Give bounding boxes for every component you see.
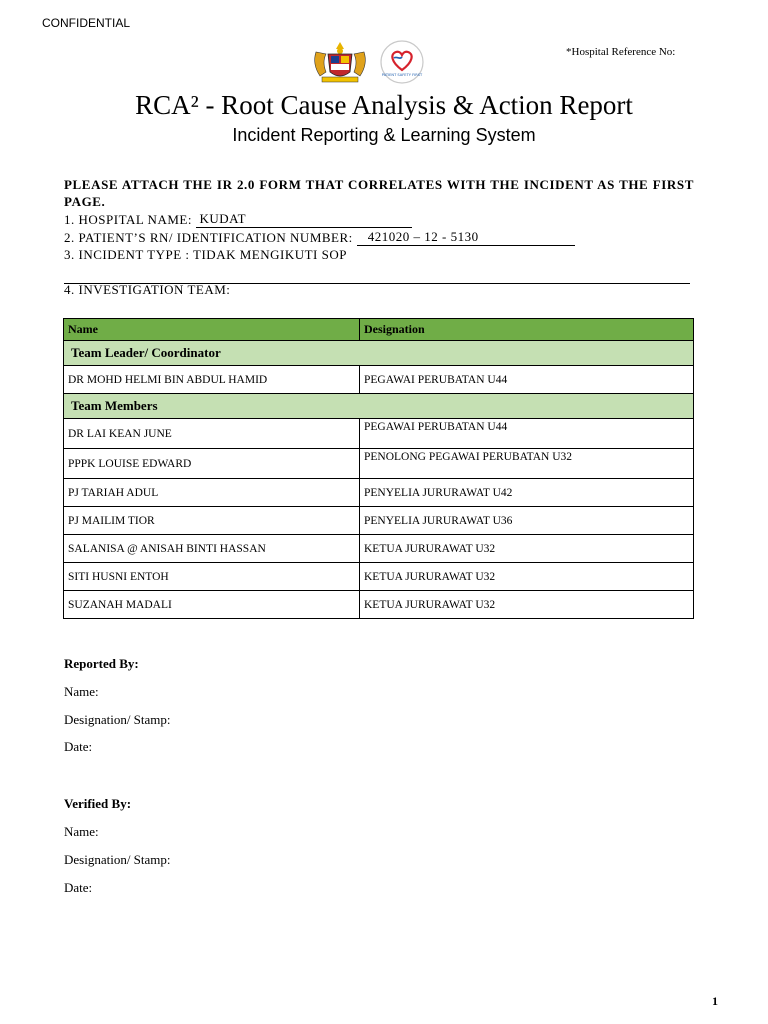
member-name-cell[interactable]: PPPK LOUISE EDWARD xyxy=(64,449,360,479)
table-row xyxy=(64,419,694,449)
hospital-name-value: KUDAT xyxy=(199,211,247,226)
hospital-reference-label: *Hospital Reference No: xyxy=(566,46,676,58)
member-designation-cell[interactable]: KETUA JURURAWAT U32 xyxy=(360,535,694,563)
member-name-cell[interactable]: SUZANAH MADALI xyxy=(64,591,360,619)
investigation-team-table xyxy=(63,318,694,619)
patient-rn-value: 421020 – 12 - 5130 xyxy=(367,229,479,244)
leader-designation-cell[interactable]: PEGAWAI PERUBATAN U44 xyxy=(360,366,694,394)
page-title: RCA² - Root Cause Analysis & Action Report xyxy=(135,90,633,120)
hospital-name-label: 1. HOSPITAL NAME: xyxy=(64,212,192,227)
member-designation-cell[interactable]: KETUA JURURAWAT U32 xyxy=(360,563,694,591)
member-name-cell[interactable]: PJ MAILIM TIOR xyxy=(64,507,360,535)
member-name-cell[interactable]: DR LAI KEAN JUNE xyxy=(64,419,360,449)
investigation-team-label: 4. INVESTIGATION TEAM: xyxy=(64,282,231,297)
table-row xyxy=(64,479,694,507)
member-designation-cell[interactable]: PENOLONG PEGAWAI PERUBATAN U32 xyxy=(360,449,694,479)
member-name-cell[interactable]: SITI HUSNI ENTOH xyxy=(64,563,360,591)
hospital-name-input[interactable] xyxy=(196,211,412,228)
hospital-name-field xyxy=(64,211,412,228)
team-members-heading: Team Members xyxy=(64,394,694,419)
patient-rn-input[interactable] xyxy=(357,229,575,246)
verified-by-heading: Verified By: xyxy=(64,796,132,811)
reported-by-designation-field[interactable]: Designation/ Stamp: xyxy=(64,712,171,727)
team-leader-heading-row xyxy=(64,341,694,366)
table-row xyxy=(64,563,694,591)
member-name-cell[interactable]: PJ TARIAH ADUL xyxy=(64,479,360,507)
member-name-cell[interactable]: SALANISA @ ANISAH BINTI HASSAN xyxy=(64,535,360,563)
column-header-name: Name xyxy=(64,319,360,341)
leader-name-cell[interactable]: DR MOHD HELMI BIN ABDUL HAMID xyxy=(64,366,360,394)
table-header-row xyxy=(64,319,694,341)
patient-safety-logo-text: PATIENT SAFETY FIRST xyxy=(381,73,423,77)
patient-rn-label: 2. PATIENT’S RN/ IDENTIFICATION NUMBER: xyxy=(64,230,353,245)
verified-by-name-field[interactable]: Name: xyxy=(64,824,99,839)
confidential-label: CONFIDENTIAL xyxy=(42,16,131,30)
table-row xyxy=(64,535,694,563)
team-members-heading-row xyxy=(64,394,694,419)
reported-by-heading: Reported By: xyxy=(64,656,139,671)
coat-of-arms-logo xyxy=(310,40,370,84)
reported-by-date-field[interactable]: Date: xyxy=(64,739,93,754)
page-number: 1 xyxy=(712,994,718,1008)
table-row xyxy=(64,591,694,619)
attachment-notice: PLEASE ATTACH THE IR 2.0 FORM THAT CORRELATES WITH THE INCIDENT AS THE FIRST PAGE. xyxy=(64,177,694,209)
page-subtitle: Incident Reporting & Learning System xyxy=(232,125,536,145)
column-header-designation: Designation xyxy=(360,319,694,341)
table-row xyxy=(64,366,694,394)
verified-by-designation-field[interactable]: Designation/ Stamp: xyxy=(64,852,171,867)
member-designation-cell[interactable]: KETUA JURURAWAT U32 xyxy=(360,591,694,619)
member-designation-cell[interactable]: PENYELIA JURURAWAT U36 xyxy=(360,507,694,535)
table-row xyxy=(64,507,694,535)
patient-rn-field xyxy=(64,229,575,246)
verified-by-date-field[interactable]: Date: xyxy=(64,880,93,895)
member-designation-cell[interactable]: PEGAWAI PERUBATAN U44 xyxy=(360,419,694,449)
incident-type-field: 3. INCIDENT TYPE : TIDAK MENGIKUTI SOP xyxy=(64,247,347,262)
team-leader-heading: Team Leader/ Coordinator xyxy=(64,341,694,366)
member-designation-cell[interactable]: PENYELIA JURURAWAT U42 xyxy=(360,479,694,507)
patient-safety-logo xyxy=(377,40,427,84)
reported-by-name-field[interactable]: Name: xyxy=(64,684,99,699)
table-row xyxy=(64,449,694,479)
